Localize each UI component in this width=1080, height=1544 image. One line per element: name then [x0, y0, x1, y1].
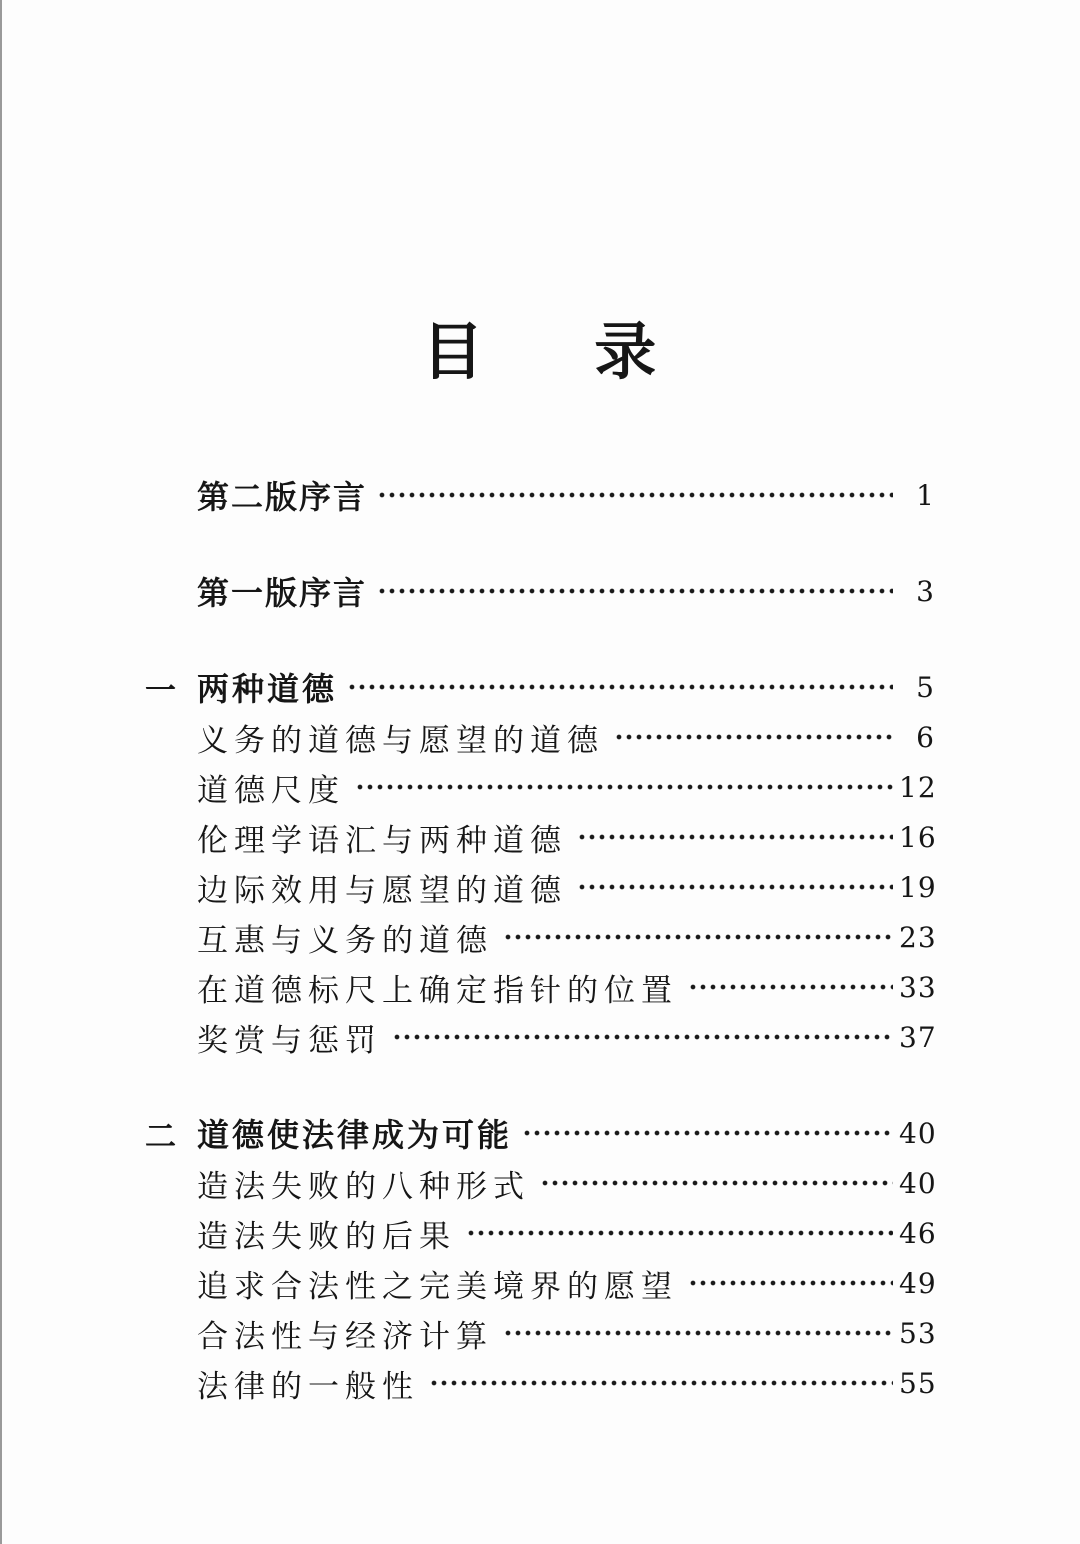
scan-edge-line	[0, 0, 2, 1544]
dot-leader	[577, 812, 893, 862]
dot-leader	[503, 1308, 893, 1358]
entry-label: 道德尺度	[197, 772, 345, 809]
entry-label: 法律的一般性	[197, 1368, 419, 1405]
toc-entry	[145, 662, 935, 712]
toc-list	[145, 470, 935, 1408]
entry-page-number: 37	[899, 1020, 937, 1054]
entry-label: 两种道德	[197, 670, 338, 708]
toc-entry	[145, 1208, 935, 1258]
entry-page-number: 55	[899, 1366, 937, 1400]
entry-page-number: 16	[899, 820, 937, 854]
dot-leader	[377, 470, 893, 520]
entry-page-number: 12	[899, 770, 937, 804]
entry-page-number: 6	[916, 720, 935, 754]
entry-page-number: 33	[899, 970, 937, 1004]
dot-leader	[688, 1258, 893, 1308]
entry-label: 合法性与经济计算	[197, 1318, 493, 1355]
entry-label: 义务的道德与愿望的道德	[197, 722, 604, 759]
chapter-number: 二	[145, 1118, 178, 1155]
entry-label: 第一版序言	[197, 574, 368, 612]
entry-label: 奖赏与惩罚	[197, 1022, 382, 1059]
entry-label: 道德使法律成为可能	[197, 1116, 513, 1154]
entry-page-number: 1	[916, 478, 935, 512]
dot-leader	[577, 862, 893, 912]
toc-entry	[145, 712, 935, 762]
entry-page-number: 40	[899, 1166, 937, 1200]
entry-label: 伦理学语汇与两种道德	[197, 822, 567, 859]
entry-label: 边际效用与愿望的道德	[197, 872, 567, 909]
dot-leader	[503, 912, 893, 962]
entry-label: 互惠与义务的道德	[197, 922, 493, 959]
toc-entry	[145, 1158, 935, 1208]
entry-page-number: 5	[916, 670, 935, 704]
entry-page-number: 40	[899, 1116, 937, 1150]
dot-leader	[377, 566, 893, 616]
page-title: 目 录	[421, 315, 659, 388]
toc-entry	[145, 912, 935, 962]
dot-leader	[540, 1158, 893, 1208]
entry-page-number: 3	[916, 574, 935, 608]
dot-leader	[688, 962, 893, 1012]
entry-page-number: 23	[899, 920, 937, 954]
toc-entry	[145, 862, 935, 912]
entry-label: 造法失败的八种形式	[197, 1168, 530, 1205]
dot-leader	[392, 1012, 893, 1062]
toc-entry	[145, 1012, 935, 1062]
entry-label: 造法失败的后果	[197, 1218, 456, 1255]
entry-page-number: 49	[899, 1266, 937, 1300]
chapter-number: 一	[145, 672, 178, 709]
toc-entry	[145, 470, 935, 520]
dot-leader	[614, 712, 893, 762]
dot-leader	[347, 662, 893, 712]
entry-label: 在道德标尺上确定指针的位置	[197, 972, 678, 1009]
toc-entry	[145, 1108, 935, 1158]
dot-leader	[466, 1208, 893, 1258]
dot-leader	[355, 762, 893, 812]
entry-page-number: 53	[899, 1316, 937, 1350]
toc-entry	[145, 762, 935, 812]
dot-leader	[522, 1108, 893, 1158]
dot-leader	[429, 1358, 893, 1408]
entry-label: 第二版序言	[197, 478, 368, 516]
entry-page-number: 19	[899, 870, 937, 904]
toc-entry	[145, 962, 935, 1012]
toc-entry	[145, 1258, 935, 1308]
toc-entry	[145, 812, 935, 862]
entry-page-number: 46	[899, 1216, 937, 1250]
toc-entry	[145, 1358, 935, 1408]
entry-label: 追求合法性之完美境界的愿望	[197, 1268, 678, 1305]
toc-entry	[145, 1308, 935, 1358]
toc-entry	[145, 566, 935, 616]
